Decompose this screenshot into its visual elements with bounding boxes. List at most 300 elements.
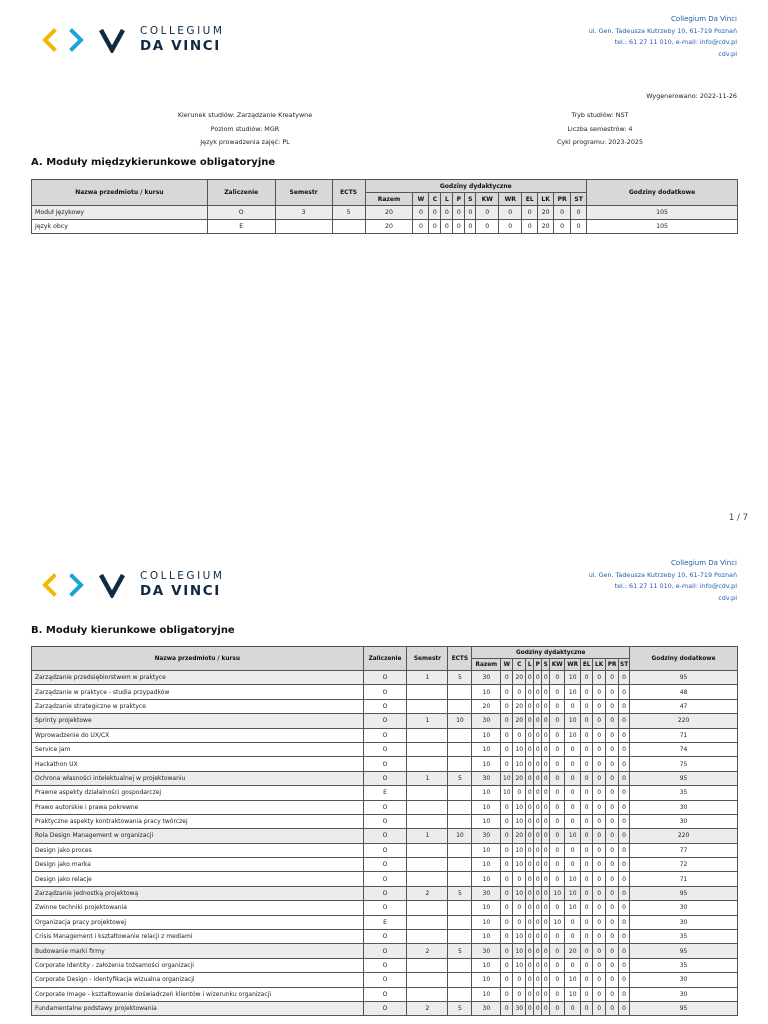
table-cell [407, 901, 448, 915]
table-cell: O [363, 742, 407, 756]
col-header-ects: ECTS [448, 647, 472, 671]
table-cell: 0 [581, 843, 593, 857]
table-cell: 30 [630, 987, 738, 1001]
table-cell: 71 [630, 872, 738, 886]
table-cell: 0 [550, 699, 565, 713]
table-cell: 95 [630, 1001, 738, 1015]
table-cell: 220 [630, 714, 738, 728]
table-cell [448, 843, 472, 857]
table-cell: 0 [542, 671, 550, 685]
table-cell: 0 [501, 685, 513, 699]
table-row [32, 915, 738, 929]
table-cell: 0 [453, 220, 465, 234]
table-cell: 0 [542, 901, 550, 915]
course-name-cell: Zarządzanie w praktyce - studia przypadków [32, 685, 364, 699]
table-cell [332, 220, 365, 234]
course-name-cell: Zarządzanie jednostką projektową [32, 886, 364, 900]
table-cell: 0 [526, 886, 534, 900]
logo-line-1: COLLEGIUM [140, 570, 225, 582]
table-cell: 0 [534, 973, 542, 987]
table-cell: 0 [593, 728, 606, 742]
table-cell [448, 757, 472, 771]
table-cell: 0 [593, 944, 606, 958]
table-cell: 95 [630, 771, 738, 785]
table-cell: 10 [565, 973, 581, 987]
table-cell: O [363, 699, 407, 713]
table-cell: 0 [565, 930, 581, 944]
table-cell: 0 [593, 987, 606, 1001]
table-cell: 0 [550, 858, 565, 872]
table-cell: O [363, 973, 407, 987]
table-cell: 0 [542, 757, 550, 771]
table-cell: 10 [565, 829, 581, 843]
table-row [32, 958, 738, 972]
table-cell: 0 [581, 886, 593, 900]
cdv-logo-mark [42, 27, 126, 53]
table-cell [275, 220, 332, 234]
table-cell: 30 [472, 829, 501, 843]
table-cell: 0 [619, 728, 630, 742]
course-name-cell: Design jako relacje [32, 872, 364, 886]
table-cell: 0 [593, 901, 606, 915]
course-name-cell: Zarządzanie przedsiębiorstwem w praktyce [32, 671, 364, 685]
table-cell: 10 [565, 728, 581, 742]
table-cell: 0 [534, 901, 542, 915]
table-cell: 0 [526, 814, 534, 828]
table-cell: 0 [619, 671, 630, 685]
table-cell: 0 [501, 714, 513, 728]
table-cell: 0 [581, 800, 593, 814]
table-cell: 0 [534, 987, 542, 1001]
table-cell: 0 [619, 872, 630, 886]
table-cell: 0 [619, 901, 630, 915]
table-cell: 1 [407, 829, 448, 843]
table-cell: 0 [606, 886, 619, 900]
table-cell: 0 [526, 858, 534, 872]
table-cell: 95 [630, 671, 738, 685]
table-cell: 20 [472, 699, 501, 713]
table-cell: 0 [526, 714, 534, 728]
table-cell: 0 [581, 699, 593, 713]
table-cell: 10 [501, 786, 513, 800]
table-cell: 0 [565, 800, 581, 814]
table-cell: O [363, 1001, 407, 1015]
table-cell: 10 [513, 757, 526, 771]
col-header-l: L [441, 193, 453, 206]
table-cell: 0 [593, 872, 606, 886]
table-cell: 0 [513, 872, 526, 886]
table-cell: 0 [499, 220, 522, 234]
table-cell: 0 [542, 886, 550, 900]
table-row [32, 829, 738, 843]
table-cell: 0 [606, 814, 619, 828]
table-cell: 0 [526, 786, 534, 800]
table-cell: 0 [550, 872, 565, 886]
table-cell [407, 685, 448, 699]
table-cell: 0 [606, 714, 619, 728]
table-cell: 0 [565, 814, 581, 828]
table-row [32, 1001, 738, 1015]
street-address: ul. Gen. Tadeusza Kutrzeby 10, 61-719 Poznań [588, 26, 737, 35]
col-header-wr: WR [499, 193, 522, 206]
table-cell: 0 [501, 728, 513, 742]
col-header-s: S [542, 659, 550, 671]
table-cell: 5 [448, 771, 472, 785]
col-header-zal: Zaliczenie [207, 180, 275, 206]
table-cell: 0 [542, 714, 550, 728]
table-cell [407, 800, 448, 814]
table-cell: 10 [472, 685, 501, 699]
table-cell: 0 [526, 728, 534, 742]
table-cell: 0 [550, 757, 565, 771]
table-cell: 0 [581, 930, 593, 944]
table-cell: 0 [581, 915, 593, 929]
col-header-zal: Zaliczenie [363, 647, 407, 671]
table-row [32, 206, 738, 220]
table-cell: 20 [365, 220, 413, 234]
table-cell: 35 [630, 958, 738, 972]
table-cell: 0 [465, 220, 476, 234]
table-cell: E [207, 220, 275, 234]
table-row [32, 814, 738, 828]
table-cell: 0 [593, 829, 606, 843]
table-cell: 0 [542, 771, 550, 785]
table-cell: 10 [550, 915, 565, 929]
table-row [32, 771, 738, 785]
table-cell: 0 [550, 958, 565, 972]
table-cell: 35 [630, 930, 738, 944]
table-cell: 0 [593, 742, 606, 756]
table-cell: 0 [606, 829, 619, 843]
table-cell: 0 [619, 699, 630, 713]
table-cell: 0 [606, 728, 619, 742]
table-cell: 10 [565, 886, 581, 900]
table-row [32, 742, 738, 756]
table-cell: 0 [526, 901, 534, 915]
course-name-cell: Sprinty projektowe [32, 714, 364, 728]
table-cell: 0 [619, 742, 630, 756]
course-name-cell: Crisis Management i kształtowanie relacji z mediami [32, 930, 364, 944]
col-header-lk: LK [538, 193, 554, 206]
table-cell: 2 [407, 1001, 448, 1015]
language-of-instruction: Język prowadzenia zajęć: PL [200, 138, 290, 147]
course-name-cell: Corporate Image - kształtowanie doświadczeń klientów i wizerunku organizacji [32, 987, 364, 1001]
col-header-el: EL [581, 659, 593, 671]
table-cell: 0 [513, 728, 526, 742]
col-header-group: Godziny dydaktyczne [365, 180, 587, 193]
table-cell: 0 [526, 699, 534, 713]
table-cell: 1 [407, 771, 448, 785]
table-cell: 0 [542, 858, 550, 872]
table-cell: 10 [565, 671, 581, 685]
table-cell: 0 [513, 786, 526, 800]
table-cell: 0 [606, 1001, 619, 1015]
table-cell: 0 [606, 915, 619, 929]
table-cell: 0 [542, 930, 550, 944]
table-cell: 30 [630, 915, 738, 929]
table-cell: 30 [630, 814, 738, 828]
table-cell: 0 [581, 872, 593, 886]
table-cell: 10 [472, 915, 501, 929]
table-cell: 0 [534, 786, 542, 800]
table-row [32, 944, 738, 958]
table-cell: 0 [513, 685, 526, 699]
table-cell: 74 [630, 742, 738, 756]
col-header-razem: Razem [365, 193, 413, 206]
table-cell: 0 [550, 786, 565, 800]
table-cell: 0 [542, 944, 550, 958]
table-row [32, 714, 738, 728]
table-cell: 0 [534, 1001, 542, 1015]
col-header-p: P [453, 193, 465, 206]
table-cell [407, 814, 448, 828]
table-cell: 0 [550, 671, 565, 685]
table-cell: 0 [581, 1001, 593, 1015]
table-cell: 0 [550, 771, 565, 785]
col-header-l: L [526, 659, 534, 671]
table-cell: 10 [513, 800, 526, 814]
table-cell: 0 [565, 843, 581, 857]
table-cell: O [363, 930, 407, 944]
table-cell: E [363, 786, 407, 800]
table-cell: 0 [593, 886, 606, 900]
table-cell: 0 [534, 930, 542, 944]
table-cell: 0 [534, 944, 542, 958]
table-cell: 77 [630, 843, 738, 857]
table-cell: 10 [472, 786, 501, 800]
course-name-cell: Zwinne techniki projektowania [32, 901, 364, 915]
table-cell: 0 [606, 671, 619, 685]
table-cell: 0 [542, 728, 550, 742]
table-cell: 0 [501, 1001, 513, 1015]
table-cell [407, 915, 448, 929]
table-cell: 0 [534, 872, 542, 886]
table-cell: 0 [606, 786, 619, 800]
table-cell: 0 [522, 220, 538, 234]
table-cell: 0 [413, 220, 429, 234]
table-cell: 0 [550, 930, 565, 944]
table-cell: 0 [619, 829, 630, 843]
table-cell: 0 [542, 1001, 550, 1015]
table-cell: 5 [448, 1001, 472, 1015]
table-row [32, 930, 738, 944]
table-cell: 0 [581, 742, 593, 756]
table-cell: 0 [619, 1001, 630, 1015]
table-cell: 10 [513, 886, 526, 900]
col-header-extra: Godziny dodatkowe [587, 180, 738, 206]
table-cell: 0 [441, 220, 453, 234]
table-cell: 0 [550, 714, 565, 728]
table-cell: 0 [550, 944, 565, 958]
table-cell: 0 [501, 699, 513, 713]
website-link[interactable]: cdv.pl [718, 593, 737, 602]
table-cell: 0 [593, 973, 606, 987]
col-header-kw: KW [550, 659, 565, 671]
logo-line-2: DA VINCI [140, 37, 221, 54]
table-cell: 2 [407, 886, 448, 900]
logo-line-1: COLLEGIUM [140, 25, 225, 37]
col-header-kw: KW [476, 193, 499, 206]
table-cell: 0 [565, 786, 581, 800]
table-cell: 10 [550, 886, 565, 900]
table-cell: 0 [513, 915, 526, 929]
col-header-name: Nazwa przedmiotu / kursu [32, 180, 208, 206]
col-header-group: Godziny dydaktyczne [472, 647, 630, 659]
table-cell: 30 [472, 1001, 501, 1015]
table-cell: 0 [501, 915, 513, 929]
table-cell: 0 [593, 858, 606, 872]
table-cell: 0 [542, 872, 550, 886]
table-cell: 0 [554, 220, 571, 234]
study-level: Poziom studiów: MGR [210, 124, 280, 133]
program-info-left [150, 109, 340, 150]
table-cell: 20 [538, 206, 554, 220]
table-cell: 0 [593, 757, 606, 771]
table-cell: 0 [581, 757, 593, 771]
table-cell [448, 973, 472, 987]
table-cell: 10 [472, 858, 501, 872]
table-cell: 0 [581, 814, 593, 828]
table-cell: 0 [501, 800, 513, 814]
table-cell: 0 [581, 685, 593, 699]
table-cell: 10 [472, 814, 501, 828]
table-cell: 0 [513, 973, 526, 987]
table-cell: 0 [534, 742, 542, 756]
table-cell: 10 [472, 757, 501, 771]
table-cell: 10 [448, 714, 472, 728]
table-cell [448, 858, 472, 872]
table-cell: 0 [565, 1001, 581, 1015]
table-cell: O [363, 843, 407, 857]
table-cell: 30 [630, 973, 738, 987]
table-cell: 0 [534, 915, 542, 929]
table-cell: 0 [593, 714, 606, 728]
table-cell [407, 699, 448, 713]
table-cell: 0 [606, 872, 619, 886]
table-cell: 0 [565, 771, 581, 785]
table-cell: 0 [581, 771, 593, 785]
course-name-cell: Ochrona własności intelektualnej w projektowaniu [32, 771, 364, 785]
table-cell: 0 [526, 829, 534, 843]
table-row [32, 757, 738, 771]
table-row [32, 786, 738, 800]
table-cell [448, 930, 472, 944]
table-cell: O [363, 671, 407, 685]
website-link[interactable]: cdv.pl [718, 49, 737, 58]
section-b-title: B. Moduły kierunkowe obligatoryjne [31, 625, 235, 636]
table-cell: 0 [606, 742, 619, 756]
table-cell: 0 [593, 786, 606, 800]
table-cell: 30 [630, 800, 738, 814]
table-cell: 1 [407, 671, 448, 685]
table-cell [407, 930, 448, 944]
table-cell: 0 [581, 973, 593, 987]
table-cell: 0 [513, 901, 526, 915]
table-cell: 0 [593, 699, 606, 713]
table-cell: 10 [472, 901, 501, 915]
table-row [32, 901, 738, 915]
col-header-razem: Razem [472, 659, 501, 671]
table-cell [407, 973, 448, 987]
table-cell: 0 [501, 973, 513, 987]
table-cell: 0 [581, 944, 593, 958]
table-cell: 20 [365, 206, 413, 220]
contact-info: tel.: 61 27 11 010, e-mail: info@cdv.pl [614, 582, 737, 591]
table-cell: 0 [526, 742, 534, 756]
table-cell: 0 [429, 206, 441, 220]
col-header-c: C [513, 659, 526, 671]
table-cell: 0 [534, 814, 542, 828]
table-cell: 0 [593, 685, 606, 699]
course-name-cell: Corporate Design - identyfikacja wizualna organizacji [32, 973, 364, 987]
table-cell: 0 [581, 728, 593, 742]
table-cell: 20 [513, 699, 526, 713]
table-row [32, 685, 738, 699]
table-cell: 10 [513, 944, 526, 958]
table-cell: O [363, 800, 407, 814]
table-cell: 95 [630, 944, 738, 958]
document-page-2 [0, 545, 768, 1024]
table-cell: 0 [501, 872, 513, 886]
col-header-st: ST [571, 193, 587, 206]
table-cell: O [207, 206, 275, 220]
table-cell: 30 [472, 771, 501, 785]
table-cell: 0 [606, 757, 619, 771]
table-cell: 0 [526, 757, 534, 771]
course-name-cell: Budowanie marki firmy [32, 944, 364, 958]
table-cell: 0 [534, 757, 542, 771]
table-cell: 0 [542, 800, 550, 814]
table-cell: 0 [465, 206, 476, 220]
table-cell: 0 [526, 973, 534, 987]
table-cell: 0 [581, 958, 593, 972]
table-cell: 0 [550, 901, 565, 915]
table-cell: 0 [501, 958, 513, 972]
table-cell: 0 [581, 858, 593, 872]
table-cell: 3 [275, 206, 332, 220]
course-name-cell: Fundamentalne podstawy projektowania [32, 1001, 364, 1015]
table-cell: 0 [565, 742, 581, 756]
table-cell: O [363, 728, 407, 742]
table-cell: 30 [472, 714, 501, 728]
table-cell: 0 [526, 685, 534, 699]
table-cell: 0 [606, 958, 619, 972]
table-cell: 0 [581, 671, 593, 685]
table-cell: 20 [513, 714, 526, 728]
table-cell: 0 [526, 1001, 534, 1015]
table-cell: O [363, 987, 407, 1001]
table-cell [448, 901, 472, 915]
table-cell: 0 [593, 800, 606, 814]
table-cell: 105 [587, 206, 738, 220]
table-cell: 0 [550, 685, 565, 699]
course-name-cell: Wprowadzenie do UX/CX [32, 728, 364, 742]
table-cell: 30 [513, 1001, 526, 1015]
table-cell: 0 [501, 901, 513, 915]
table-cell: O [363, 771, 407, 785]
table-cell: 0 [501, 944, 513, 958]
table-cell: 0 [534, 685, 542, 699]
table-cell: 0 [534, 886, 542, 900]
table-cell: 0 [534, 671, 542, 685]
table-cell: 0 [550, 814, 565, 828]
table-cell: 0 [619, 800, 630, 814]
table-row [32, 858, 738, 872]
table-cell: 0 [593, 671, 606, 685]
table-cell: 0 [619, 987, 630, 1001]
table-cell [407, 872, 448, 886]
table-cell: 0 [542, 958, 550, 972]
